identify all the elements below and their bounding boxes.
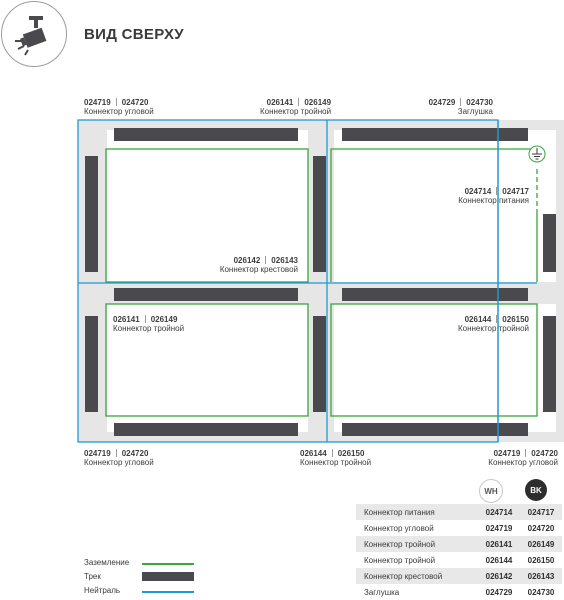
track-segment <box>342 128 528 141</box>
table-row: Коннектор угловой 024719 024720 <box>364 523 555 533</box>
table-row: Коннектор тройной 026144 026150 <box>364 555 555 565</box>
track-segment <box>342 423 528 436</box>
table-row: Заглушка 024729 024730 <box>364 587 555 597</box>
table-row: Коннектор крестовой 026142 026143 <box>356 568 562 584</box>
legend-label-neutral: Нейтраль <box>84 586 121 595</box>
track-segment <box>114 423 298 436</box>
legend-label-ground: Заземление <box>84 558 130 567</box>
bk-color-chip: BK <box>525 479 547 501</box>
track-segment <box>543 316 556 412</box>
ground-icon <box>529 146 545 162</box>
track-segment <box>342 288 528 301</box>
track-segment <box>85 156 98 272</box>
table-row: Коннектор питания 024714 024717 <box>356 504 562 520</box>
legend-track-swatch <box>142 572 194 581</box>
label-bottom-right: 024719 024720 Коннектор угловой <box>488 449 558 467</box>
label-top-mid: 026141 026149 Коннектор тройной <box>260 98 332 116</box>
track-segment <box>313 156 326 272</box>
label-bottom-left: 024719 024720 Коннектор угловой <box>84 449 154 467</box>
label-mid-right: 026144 026150 Коннектор тройной <box>457 315 529 333</box>
table-row: Коннектор тройной 026141 026149 <box>356 536 562 552</box>
label-mid-left: 026141 026149 Коннектор тройной <box>113 315 185 333</box>
label-power: 024714 024717 Коннектор питания <box>458 187 529 205</box>
track-segment <box>543 214 556 272</box>
label-top-left: 024719 024720 Коннектор угловой <box>84 98 154 116</box>
codes-table <box>356 504 562 600</box>
legend-label-track: Трек <box>84 572 101 581</box>
track-segment <box>85 316 98 412</box>
label-cross: 026142 026143 Коннектор крестовой <box>219 256 298 274</box>
legend-ground-line <box>142 563 194 565</box>
track-segment <box>114 288 298 301</box>
label-top-right: 024729 024730 Заглушка <box>428 98 493 116</box>
label-bottom-mid: 026144 026150 Коннектор тройной <box>300 449 372 467</box>
track-segment <box>313 316 326 412</box>
track-segment <box>114 128 298 141</box>
page-title: ВИД СВЕРХУ <box>84 26 184 43</box>
legend-neutral-line <box>142 591 194 593</box>
wh-color-chip: WH <box>479 479 503 503</box>
